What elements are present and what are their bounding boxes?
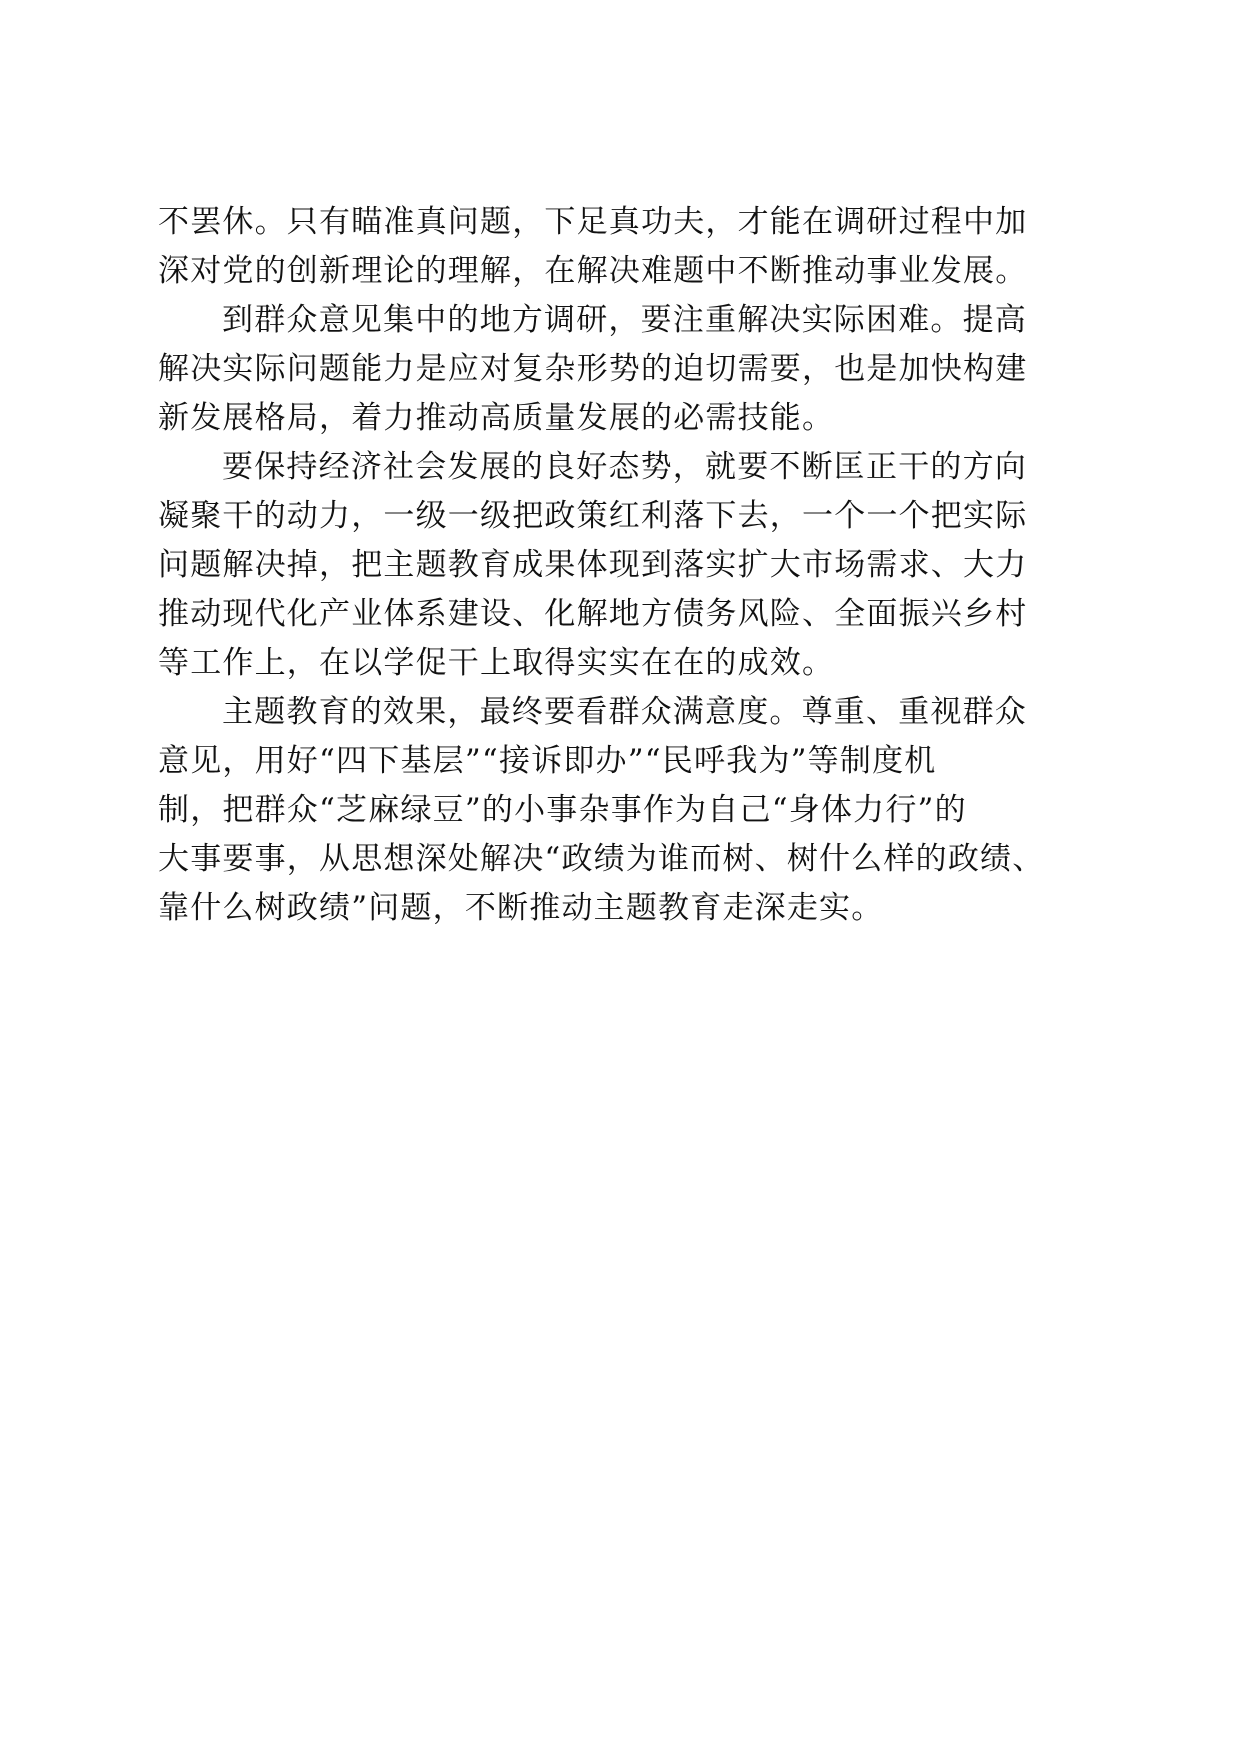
text-line: 解决实际问题能力是应对复杂形势的迫切需要，也是加快构建	[158, 351, 1028, 387]
text-line: 凝聚干的动力，一级一级把政策红利落下去，一个一个把实际	[158, 498, 1028, 534]
text-line: 靠什么树政绩”问题，不断推动主题教育走深走实。	[158, 890, 884, 926]
text-line: 深对党的创新理论的理解，在解决难题中不断推动事业发展。	[158, 253, 1028, 289]
body-text	[158, 198, 1118, 933]
paragraph-first-line: 要保持经济社会发展的良好态势，就要不断匡正干的方向	[222, 449, 1027, 485]
text-line: 不罢休。只有瞄准真问题，下足真功夫，才能在调研过程中加	[158, 204, 1028, 240]
text-line: 制，把群众“芝麻绿豆”的小事杂事作为自己“身体力行”的	[158, 792, 967, 828]
text-line: 大事要事，从思想深处解决“政绩为谁而树、树什么样的政绩、	[158, 841, 1045, 877]
text-line: 问题解决掉，把主题教育成果体现到落实扩大市场需求、大力	[158, 547, 1028, 583]
text-line: 推动现代化产业体系建设、化解地方债务风险、全面振兴乡村	[158, 596, 1028, 632]
paragraph-first-line: 主题教育的效果，最终要看群众满意度。尊重、重视群众	[222, 694, 1027, 730]
text-line: 新发展格局，着力推动高质量发展的必需技能。	[158, 400, 835, 436]
paragraph-first-line: 到群众意见集中的地方调研，要注重解决实际困难。提高	[222, 302, 1027, 338]
text-line: 等工作上，在以学促干上取得实实在在的成效。	[158, 645, 835, 681]
text-line: 意见，用好“四下基层”“接诉即办”“民呼我为”等制度机	[158, 743, 937, 779]
